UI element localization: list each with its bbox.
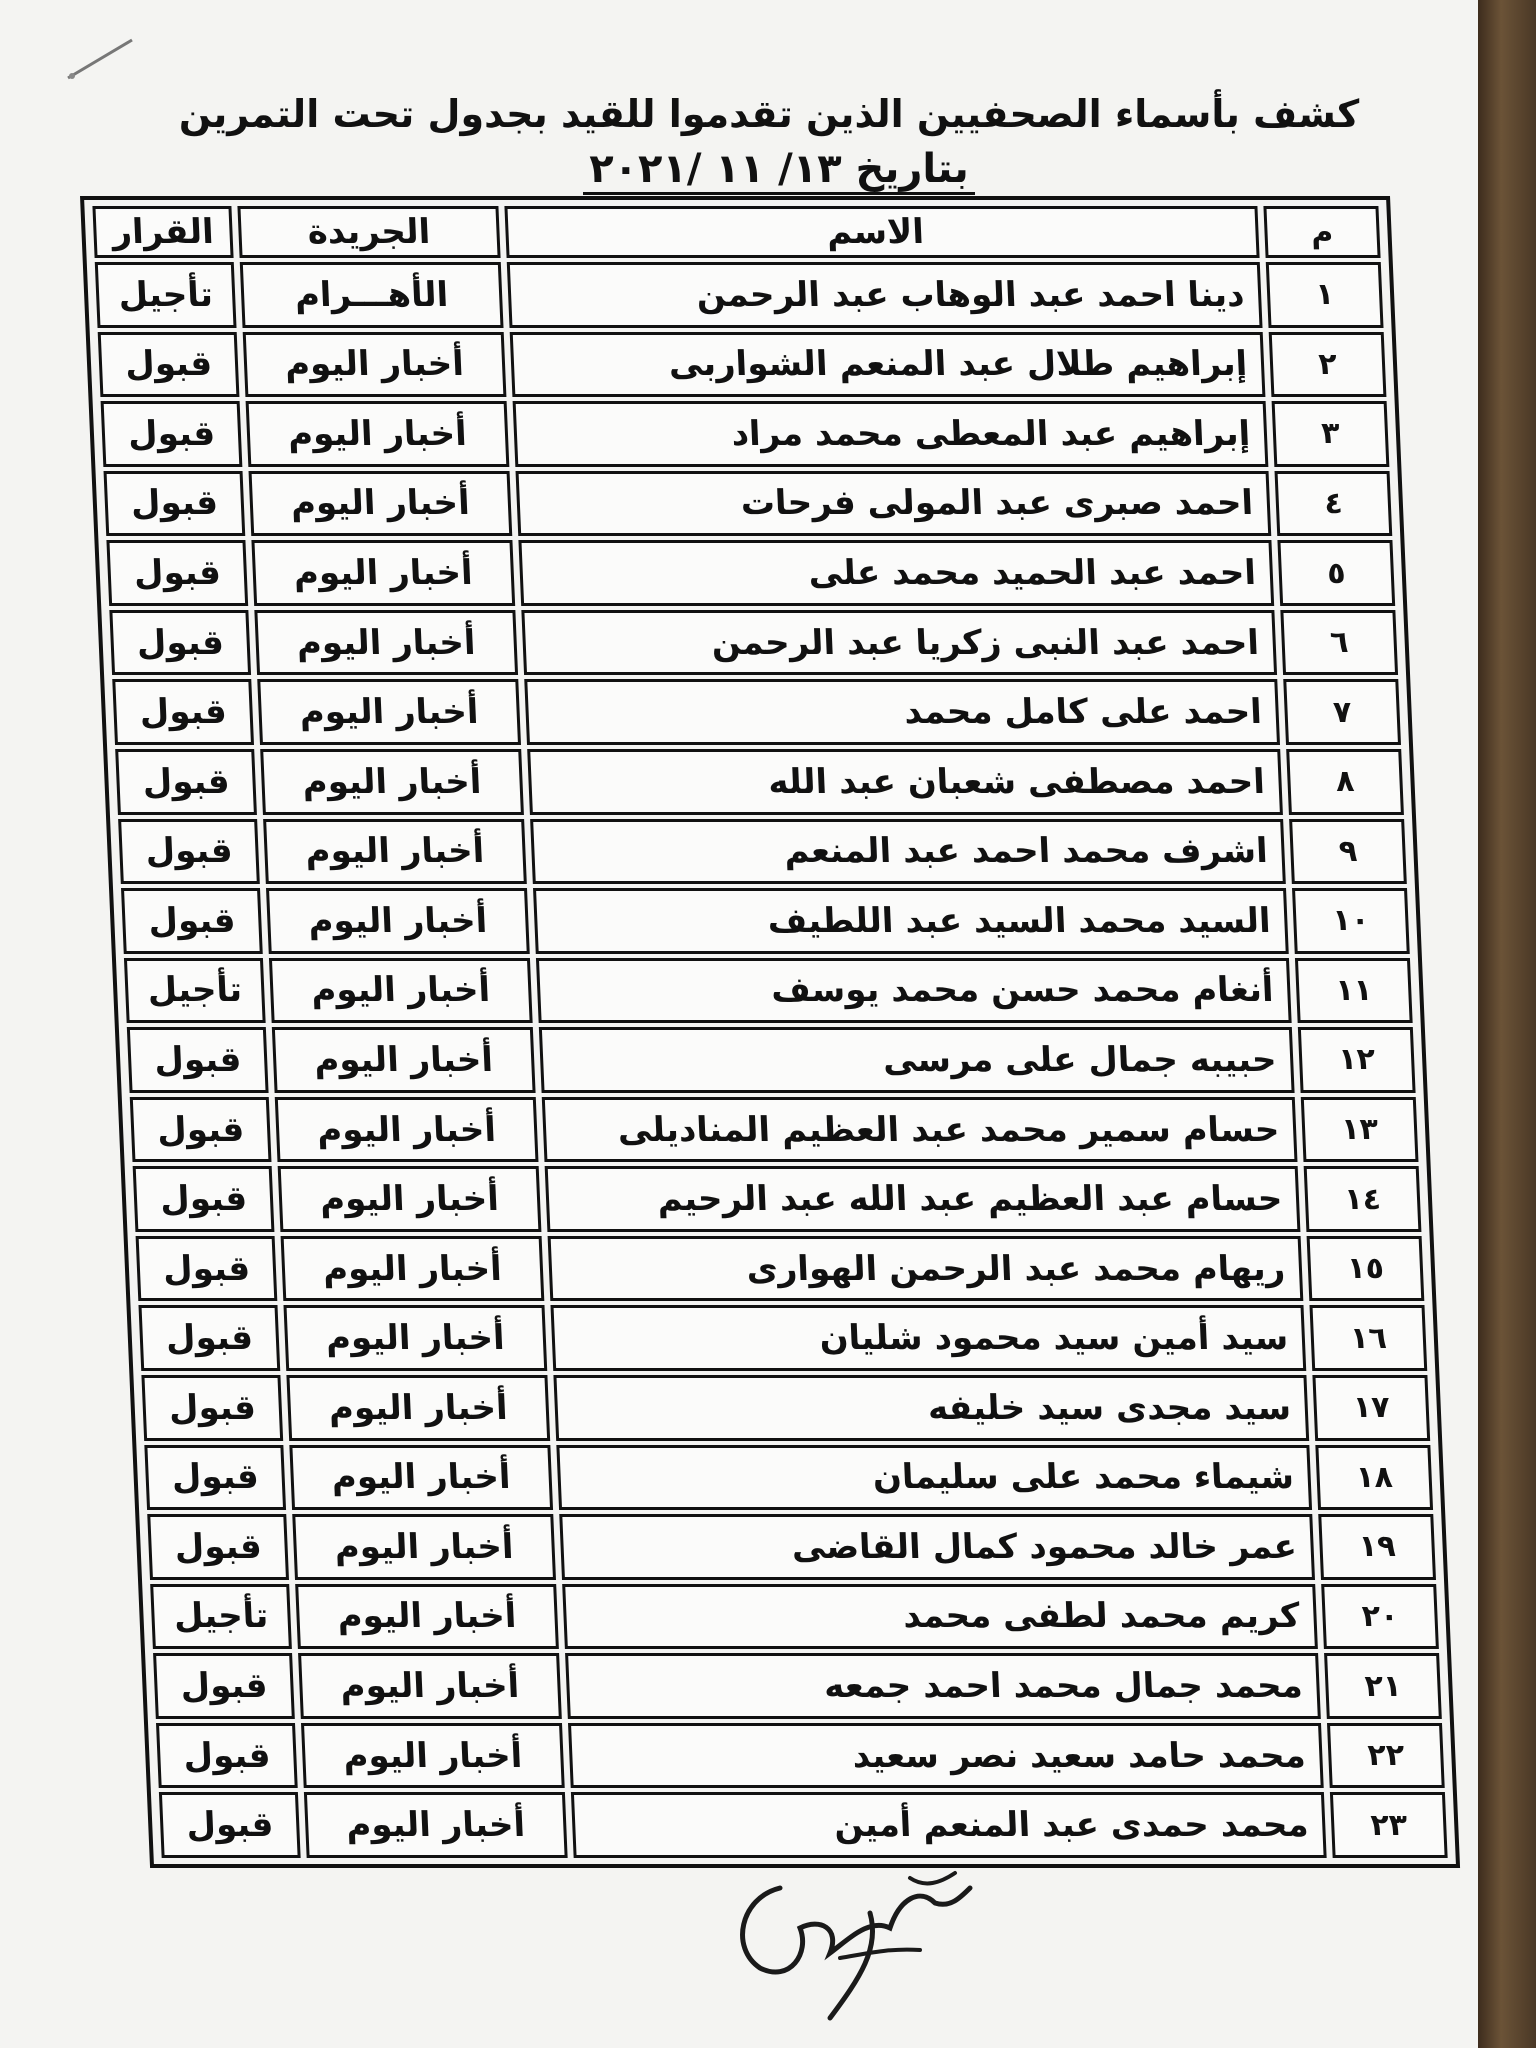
row-number: ٧ <box>1283 679 1401 745</box>
staple-mark-icon <box>62 34 142 84</box>
table-body <box>95 262 1448 1858</box>
decision: تأجيل <box>124 958 266 1024</box>
decision: قبول <box>109 610 251 676</box>
newspaper: أخبار اليوم <box>284 1305 547 1371</box>
row-number: ١٦ <box>1310 1305 1428 1371</box>
row-number: ١١ <box>1295 958 1413 1024</box>
row-number: ٤ <box>1275 471 1393 537</box>
document-date-text: بتاريخ ١٣/ ١١ /٢٠٢١ <box>583 146 975 195</box>
row-number: ٣ <box>1272 401 1390 467</box>
journalists-table <box>80 196 1460 1868</box>
decision: قبول <box>104 471 246 537</box>
table-row <box>106 540 1395 606</box>
newspaper: أخبار اليوم <box>287 1375 550 1441</box>
table-row <box>133 1166 1422 1232</box>
decision: قبول <box>115 749 257 815</box>
newspaper: أخبار اليوم <box>266 888 529 954</box>
decision: قبول <box>147 1514 289 1580</box>
table-row <box>98 332 1387 398</box>
journalist-name: احمد مصطفى شعبان عبد الله <box>527 749 1283 815</box>
newspaper: أخبار اليوم <box>301 1723 564 1789</box>
journalist-name: السيد محمد السيد عبد اللطيف <box>533 888 1289 954</box>
newspaper: أخبار اليوم <box>260 749 523 815</box>
decision: قبول <box>138 1305 280 1371</box>
row-number: ٥ <box>1278 540 1396 606</box>
decision: قبول <box>144 1445 286 1511</box>
journalist-name: حبيبه جمال على مرسى <box>538 1027 1294 1093</box>
table-row <box>101 401 1390 467</box>
header-name: الاسم <box>504 206 1260 258</box>
table-row <box>141 1375 1430 1441</box>
journalist-name: ريهام محمد عبد الرحمن الهوارى <box>547 1236 1303 1302</box>
decision: قبول <box>127 1027 269 1093</box>
journalist-name: محمد جمال محمد احمد جمعه <box>565 1653 1321 1719</box>
newspaper: أخبار اليوم <box>275 1097 538 1163</box>
newspaper: أخبار اليوم <box>295 1584 558 1650</box>
table-row <box>138 1305 1427 1371</box>
newspaper: أخبار اليوم <box>269 958 532 1024</box>
table-row <box>144 1445 1433 1511</box>
journalist-name: سيد أمين سيد محمود شليان <box>550 1305 1306 1371</box>
table-row <box>121 888 1410 954</box>
table-row <box>136 1236 1425 1302</box>
journalists-table-container <box>80 196 1460 1868</box>
newspaper: الأهـــرام <box>240 262 503 328</box>
decision: قبول <box>133 1166 275 1232</box>
table-row <box>124 958 1413 1024</box>
newspaper: أخبار اليوم <box>252 540 515 606</box>
row-number: ١٨ <box>1316 1445 1434 1511</box>
journalist-name: احمد صبرى عبد المولى فرحات <box>515 471 1271 537</box>
journalist-name: إبراهيم عبد المعطى محمد مراد <box>512 401 1268 467</box>
table-row <box>109 610 1398 676</box>
journalist-name: اشرف محمد احمد عبد المنعم <box>530 819 1286 885</box>
row-number: ١٢ <box>1298 1027 1416 1093</box>
row-number: ٢٠ <box>1321 1584 1439 1650</box>
journalist-name: إبراهيم طلال عبد المنعم الشواربى <box>509 332 1265 398</box>
newspaper: أخبار اليوم <box>289 1445 552 1511</box>
newspaper: أخبار اليوم <box>298 1653 561 1719</box>
newspaper: أخبار اليوم <box>278 1166 541 1232</box>
newspaper: أخبار اليوم <box>281 1236 544 1302</box>
row-number: ١٥ <box>1307 1236 1425 1302</box>
journalist-name: احمد عبد الحميد محمد على <box>518 540 1274 606</box>
newspaper: أخبار اليوم <box>263 819 526 885</box>
decision: قبول <box>121 888 263 954</box>
decision: قبول <box>98 332 240 398</box>
desk-background <box>1478 0 1536 2048</box>
journalist-name: سيد مجدى سيد خليفه <box>553 1375 1309 1441</box>
newspaper: أخبار اليوم <box>257 679 520 745</box>
table-row <box>150 1584 1439 1650</box>
newspaper: أخبار اليوم <box>246 401 509 467</box>
row-number: ١٣ <box>1301 1097 1419 1163</box>
decision: قبول <box>136 1236 278 1302</box>
handwritten-signature <box>720 1858 1020 2028</box>
document-title: كشف بأسماء الصحفيين الذين تقدموا للقيد بجدول تحت التمرين <box>178 92 1360 136</box>
row-number: ٢١ <box>1324 1653 1442 1719</box>
table-row <box>115 749 1404 815</box>
row-number: ٨ <box>1286 749 1404 815</box>
table-row <box>147 1514 1436 1580</box>
newspaper: أخبار اليوم <box>272 1027 535 1093</box>
decision: قبول <box>101 401 243 467</box>
row-number: ١٤ <box>1304 1166 1422 1232</box>
decision: قبول <box>156 1723 298 1789</box>
decision: تأجيل <box>95 262 237 328</box>
table-row <box>156 1723 1445 1789</box>
journalist-name: حسام سمير محمد عبد العظيم المناديلى <box>541 1097 1297 1163</box>
journalist-name: احمد عبد النبى زكريا عبد الرحمن <box>521 610 1277 676</box>
newspaper: أخبار اليوم <box>249 471 512 537</box>
newspaper: أخبار اليوم <box>254 610 517 676</box>
header-newspaper: الجريدة <box>238 206 501 258</box>
journalist-name: احمد على كامل محمد <box>524 679 1280 745</box>
decision: قبول <box>118 819 260 885</box>
decision: قبول <box>153 1653 295 1719</box>
decision: تأجيل <box>150 1584 292 1650</box>
row-number: ٢ <box>1269 332 1387 398</box>
decision: قبول <box>106 540 248 606</box>
newspaper: أخبار اليوم <box>292 1514 555 1580</box>
table-row <box>104 471 1393 537</box>
decision: قبول <box>112 679 254 745</box>
decision: قبول <box>141 1375 283 1441</box>
row-number: ٢٢ <box>1327 1723 1445 1789</box>
journalist-name: شيماء محمد على سليمان <box>556 1445 1312 1511</box>
row-number: ١ <box>1266 262 1384 328</box>
table-row <box>127 1027 1416 1093</box>
journalist-name: دينا احمد عبد الوهاب عبد الرحمن <box>506 262 1262 328</box>
newspaper: أخبار اليوم <box>304 1792 567 1858</box>
header-decision: القرار <box>92 206 233 258</box>
table-header-row <box>92 206 1380 258</box>
row-number: ٩ <box>1289 819 1407 885</box>
journalist-name: حسام عبد العظيم عبد الله عبد الرحيم <box>544 1166 1300 1232</box>
row-number: ١٩ <box>1318 1514 1436 1580</box>
journalist-name: محمد حمدى عبد المنعم أمين <box>571 1792 1327 1858</box>
decision: قبول <box>159 1792 301 1858</box>
journalist-name: محمد حامد سعيد نصر سعيد <box>568 1723 1324 1789</box>
table-row <box>118 819 1407 885</box>
table-row <box>153 1653 1442 1719</box>
header-number: م <box>1264 206 1381 258</box>
journalist-name: عمر خالد محمود كمال القاضى <box>559 1514 1315 1580</box>
journalist-name: كريم محمد لطفى محمد <box>562 1584 1318 1650</box>
document-date <box>0 146 1478 192</box>
decision: قبول <box>130 1097 272 1163</box>
table-row <box>130 1097 1419 1163</box>
table-row <box>112 679 1401 745</box>
table-row <box>95 262 1384 328</box>
newspaper: أخبار اليوم <box>243 332 506 398</box>
row-number: ١٧ <box>1313 1375 1431 1441</box>
row-number: ٦ <box>1281 610 1399 676</box>
journalist-name: أنغام محمد حسن محمد يوسف <box>536 958 1292 1024</box>
row-number: ١٠ <box>1292 888 1410 954</box>
row-number: ٢٣ <box>1330 1792 1448 1858</box>
table-row <box>159 1792 1448 1858</box>
